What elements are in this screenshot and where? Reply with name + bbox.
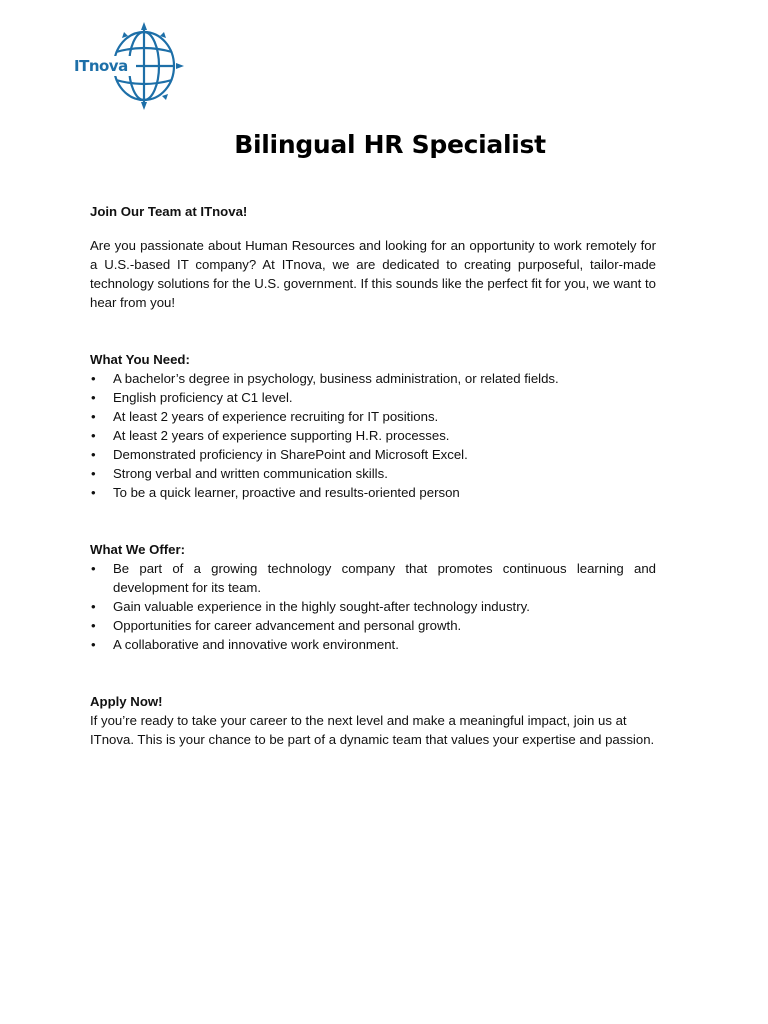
offer-list xyxy=(90,559,656,654)
bullet-icon: • xyxy=(91,485,96,500)
logo-wordmark xyxy=(74,57,128,75)
offer-heading: What We Offer: xyxy=(90,542,185,557)
company-logo xyxy=(72,22,192,110)
apply-heading: Apply Now! xyxy=(90,694,163,709)
logo-text: ITnova xyxy=(74,57,128,75)
bullet-icon: • xyxy=(91,447,96,462)
list-item: • At least 2 years of experience supporting H.R. processes. xyxy=(91,428,450,443)
bullet-icon: • xyxy=(91,599,96,614)
bullet-icon: • xyxy=(91,561,96,576)
list-item: • A bachelor’s degree in psychology, business administration, or related fields. xyxy=(91,371,559,386)
list-item: • Strong verbal and written communication skills. xyxy=(91,466,388,481)
intro-heading: Join Our Team at ITnova! xyxy=(90,204,248,219)
list-item: • Demonstrated proficiency in SharePoint and Microsoft Excel. xyxy=(91,447,468,462)
job-description xyxy=(90,202,656,749)
list-item: • A collaborative and innovative work environment. xyxy=(91,637,399,652)
bullet-icon: • xyxy=(91,618,96,633)
list-item: • Gain valuable experience in the highly sought-after technology industry. xyxy=(91,599,530,614)
bullet-icon: • xyxy=(91,466,96,481)
bullet-icon: • xyxy=(91,637,96,652)
needs-heading: What You Need: xyxy=(90,352,190,367)
list-item: • Opportunities for career advancement and personal growth. xyxy=(91,618,462,633)
page-title: Bilingual HR Specialist xyxy=(234,130,546,159)
list-item: • To be a quick learner, proactive and results-oriented person xyxy=(91,485,460,500)
bullet-icon: • xyxy=(91,390,96,405)
bullet-icon: • xyxy=(91,428,96,443)
globe-logo-icon xyxy=(72,22,192,110)
list-item: • English proficiency at C1 level. xyxy=(91,390,293,405)
bullet-icon: • xyxy=(91,409,96,424)
bullet-icon: • xyxy=(91,371,96,386)
list-item: • At least 2 years of experience recruiting for IT positions. xyxy=(91,409,439,424)
apply-paragraph: If you’re ready to take your career to the next level and make a meaningful impact, join us at ITnova. This is your chance to be part of a dynamic team that values your expertise and passion. xyxy=(90,713,655,747)
list-item: • Be part of a growing technology company that promotes continuous learning and development for its team. xyxy=(91,561,656,595)
intro-paragraph: Are you passionate about Human Resources and looking for an opportunity to work remotely for a U.S.-based IT company? At ITnova, we are dedicated to creating purposeful, tailor-made technology solutions for the U.S. government. If this sounds like the perfect fit for you, we want to hear from you! xyxy=(90,238,656,310)
needs-list xyxy=(90,369,656,502)
